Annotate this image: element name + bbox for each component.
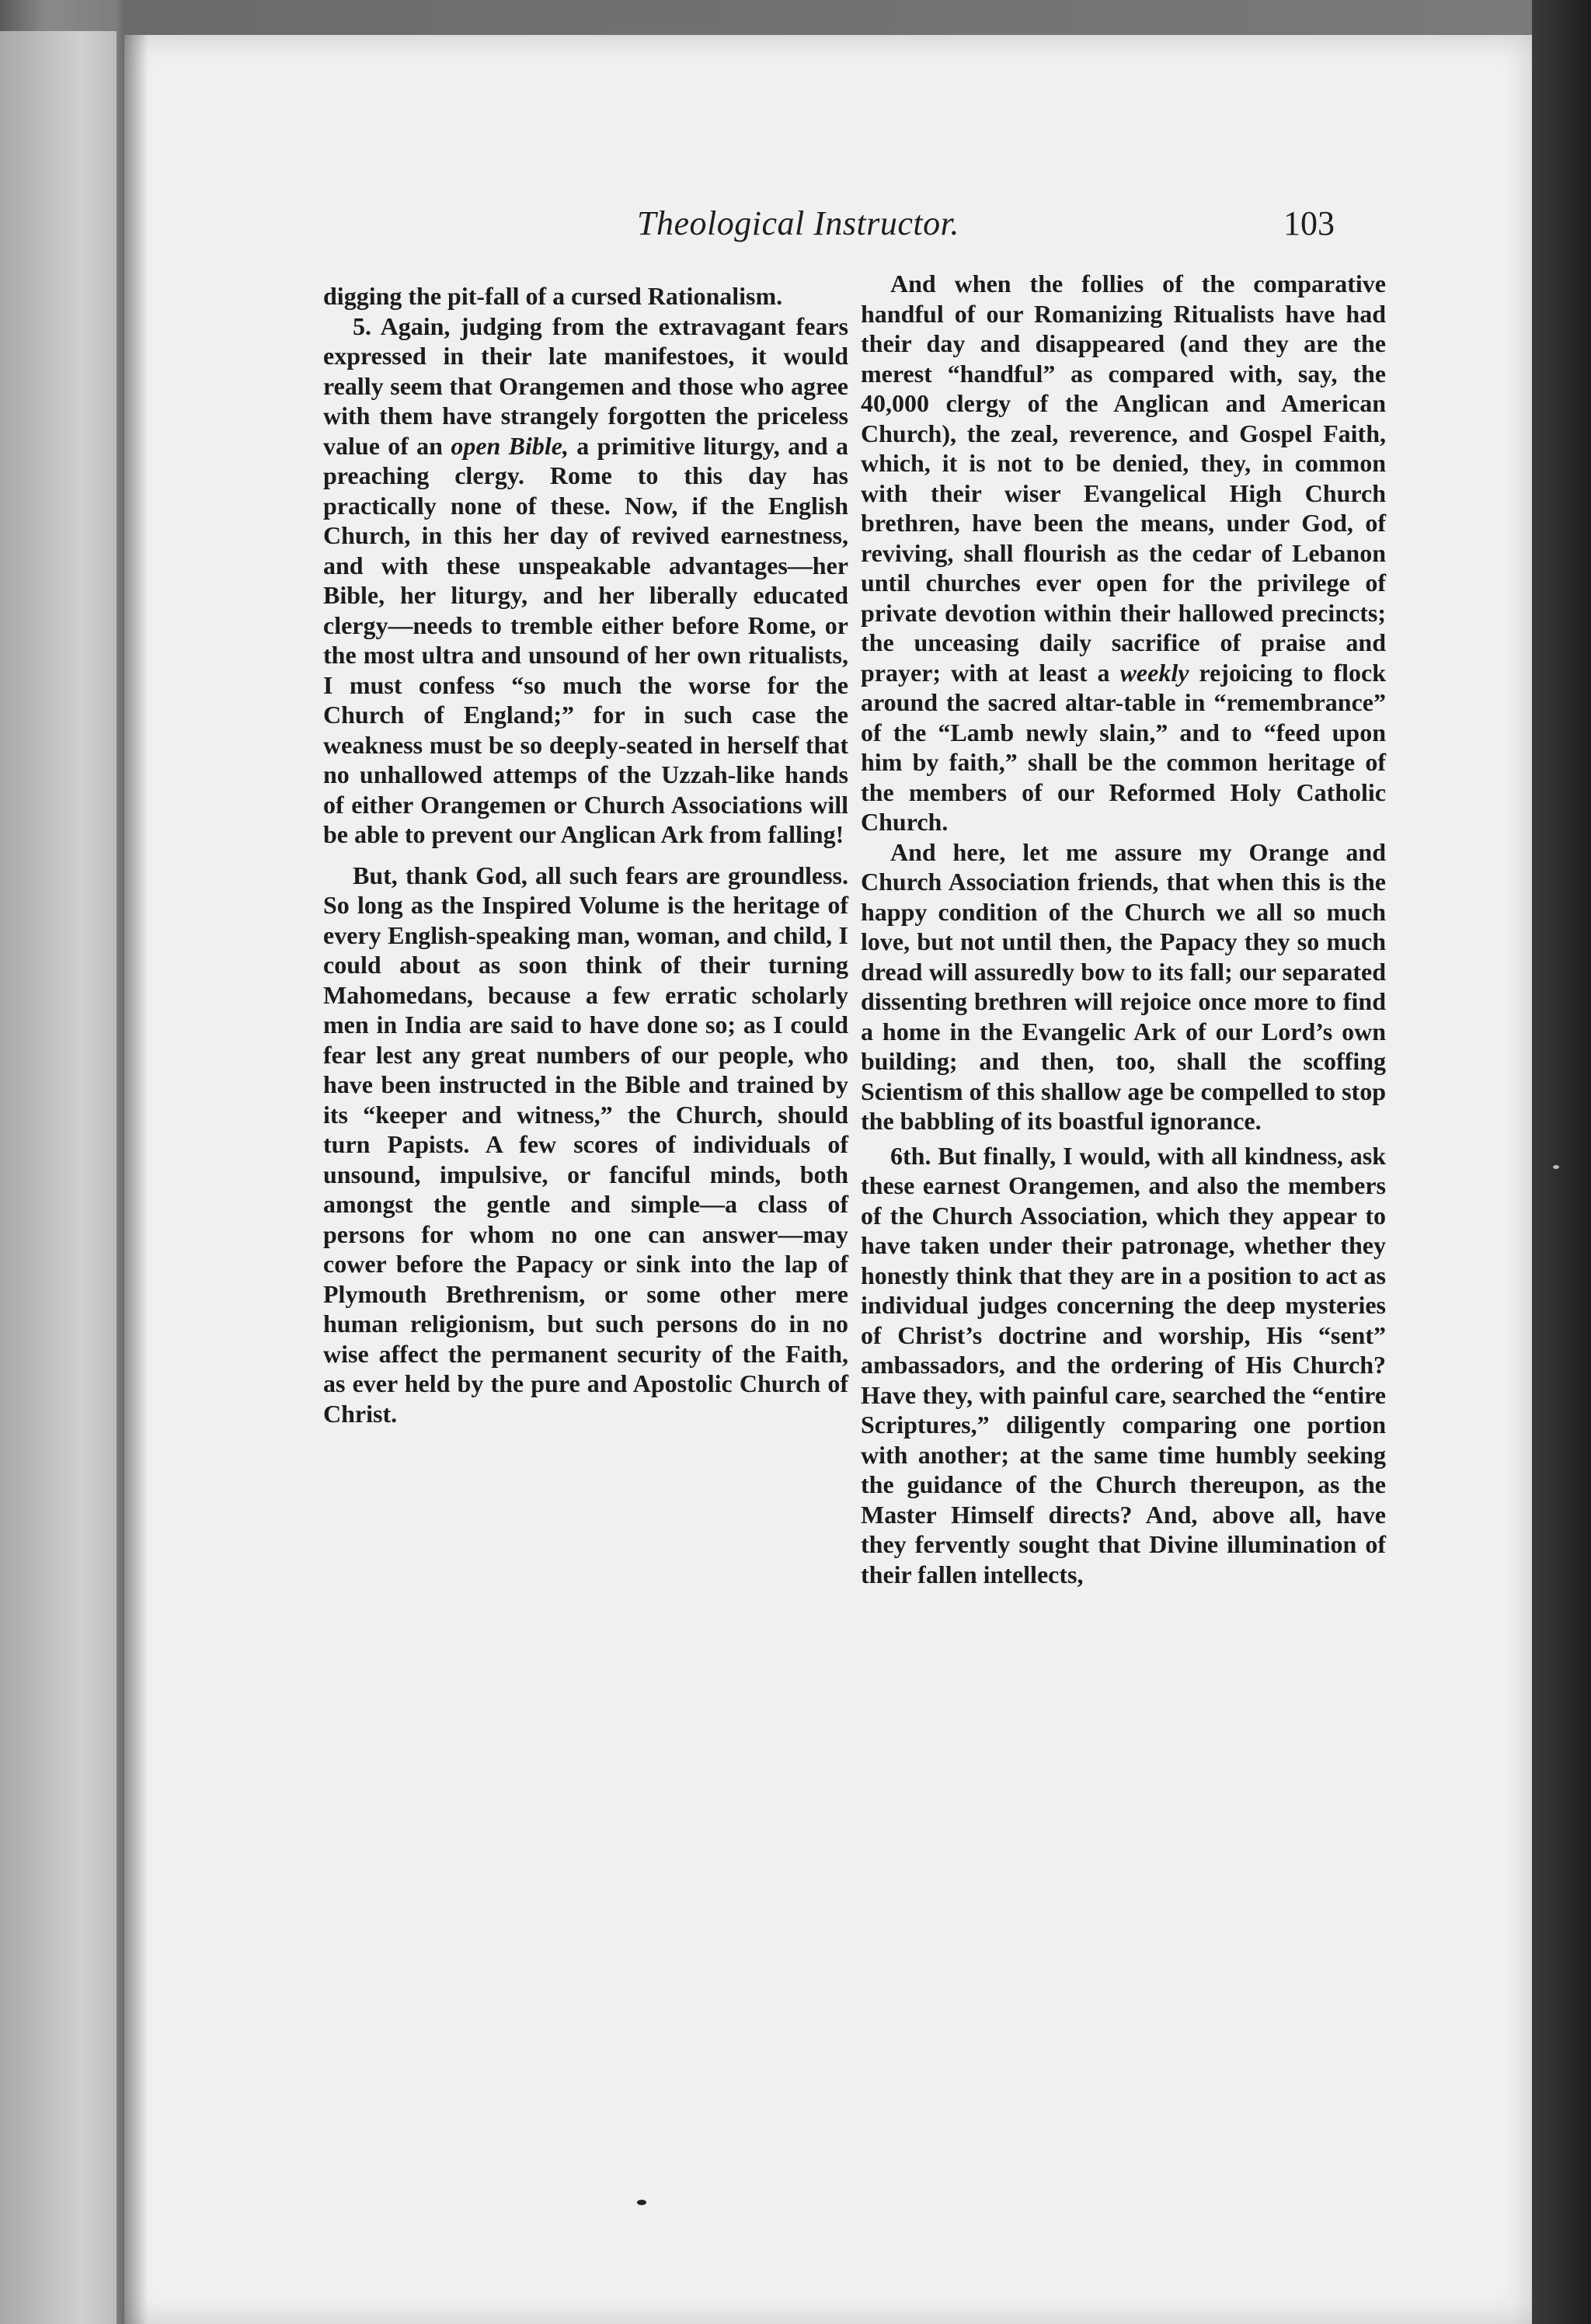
left-paragraph-2-text-b: a primitive liturgy, and a preaching clergy. Rome to this day has practically none of these. Now, if the English Church, in this her day of revived earnestness, and with these unspeakable advantages—her Bible, her liturgy, and her liberally educated clergy—needs to tremble either before Rome, or the most ultra and unsound of her own ritualists, I must confess “so much the worse for the Church of England;” for in such case the weakness must be so deeply-seated in herself that no unhallowed attemps of the Uzzah-like hands of either Orangemen or Church Associations will be able to prevent our Anglican Ark from falling! [323,431,849,848]
left-column [323,281,848,1428]
left-paragraph-2-text-a: 5. Again, judging from the extravagant fears expressed in their late manifestoes, it would really seem that Orangemen and those who agree with them have strangely forgotten the priceless value of an [323,311,848,460]
left-paragraph-3: But, thank God, all such fears are groundless. So long as the Inspired Volume is the heritage of every English-speaking man, woman, and child, I could about as soon think of their turning Mahomedans, because a few erratic scholarly men in India are said to have done so; as I could fear lest any great numbers of our people, who have been instructed in the Bible and trained by its “keeper and witness,” the Church, should turn Papists. A few scores of individuals of unsound, impulsive, or fanciful minds, both amongst the gentle and simple—a class of persons for whom no one can answer—may cower before the Papacy or sink into the lap of Plymouth Brethrenism, or some other mere human religionism, but such persons do in no wise affect the permanent security of the Faith, as ever held by the pure and Apostolic Church of Christ. [323,861,848,1428]
right-paragraph-2: And here, let me assure my Orange and Church Association friends, that when this is the happy condition of the Church we all so much love, but not until then, the Papacy they so much dread will assuredly bow to its fall; our separated dissenting brethren will rejoice once more to find a home in the Evangelic Ark of our Lord’s own building; and then, too, shall the scoffing Scientism of this shallow age be compelled to stop the babbling of its boastful ignorance. [861,837,1386,1135]
spine-shadow [124,35,148,2324]
ink-speck [637,2200,646,2205]
left-paragraph-2 [323,311,848,850]
right-paragraph-1-italic: weekly [1119,658,1189,687]
right-paragraph-1 [861,269,1386,837]
left-paragraph-2-italic: open Bible, [451,431,569,460]
running-head: Theological Instructor. [637,204,959,242]
right-paragraph-3: 6th. But finally, I would, with all kindness, ask these earnest Orangemen, and also the members of the Church Association, which they appear to have taken under their patronage, whether they honestly think that they are in a position to act as individual judges concerning the deep mysteries of Christ’s doctrine and worship, His “sent” ambassadors, and the ordering of His Church? Have they, with painful care, searched the “entire Scriptures,” diligently comparing one portion with another; at the same time humbly seeking the guidance of the Church thereupon, as the Master Himself directs? And, above all, have they fervently sought that Divine illumination of their fallen intellects, [861,1141,1386,1588]
left-page-edge [0,31,117,2324]
left-paragraph-1: digging the pit-fall of a cursed Rationalism. [323,282,783,310]
ink-speck [1553,1165,1559,1169]
right-edge-shadow [1532,0,1591,2324]
page-header [0,204,1591,250]
right-column [861,269,1386,1589]
right-paragraph-1-text-a: And when the follies of the comparative handful of our Romanizing Ritualists have had their day and disappeared (and they are the merest “handful” as compared with, say, the 40,000 clergy of the Anglican and American Church), the zeal, reverence, and Gospel Faith, which, it is not to be denied, they, in common with their wiser Evangelical High Church brethren, have been the means, under God, of reviving, shall flourish as the cedar of Lebanon until churches ever open for the privilege of private devotion within their hallowed precincts; the unceasing daily sacrifice of praise and prayer; with at least a [861,270,1386,687]
page-number: 103 [1283,204,1335,242]
right-paragraph-1-text-b: rejoicing to flock around the sacred altar-table in “remembrance” of the “Lamb newly slain,” and to “feed upon him by faith,” shall be the common heritage of the members of our Reformed Holy Catholic Church. [861,658,1387,836]
